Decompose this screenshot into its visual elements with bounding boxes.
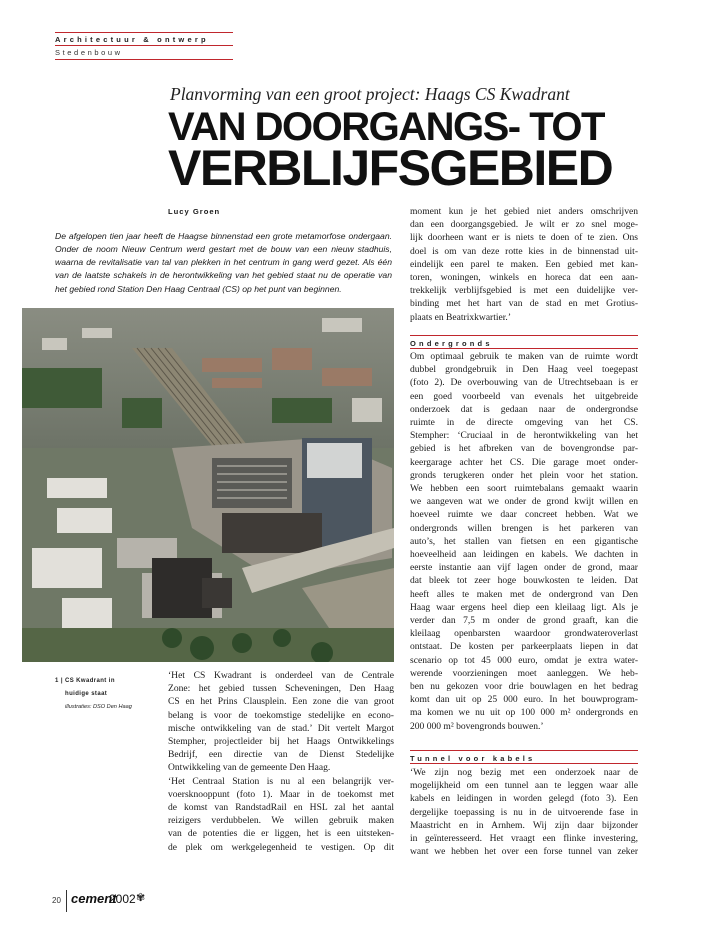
- header-top-rule: [55, 32, 233, 33]
- body-line: ontstaat. De kosten per parkeerplaats liepen in dat: [410, 641, 638, 653]
- body-line: kleilaag openbarsten waardoor grondwateroverlast: [410, 628, 638, 640]
- header-bottom-rule: [55, 59, 233, 60]
- subheading-tunnel-voor-kabels: Tunnel voor kabels: [410, 754, 536, 763]
- article-kicker: Planvorming van een groot project: Haags CS Kwadrant: [170, 84, 570, 104]
- body-line: want we hebben het over een forse tunnel van zeker: [410, 846, 638, 858]
- body-line: doel is om van deze rotte kies in de binnenstad uit-: [410, 245, 638, 257]
- body-line: ondergronds willen brengen is het parkeren van: [410, 522, 638, 534]
- caption-credit: illustraties: DSO Den Haag: [65, 704, 132, 710]
- body-line: Om optimaal gebruik te maken van de ruimte wordt: [410, 351, 638, 362]
- body-line: Stempher, projectleider bij het Haags Ontwikkelings: [168, 736, 394, 748]
- body-line: Ontwikkeling van de gemeente Den Haag.: [168, 762, 331, 774]
- caption-title-line-2: huidige staat: [65, 691, 108, 697]
- body-line: Stempher: ‘Cruciaal in de herontwikkeling van het: [410, 430, 638, 442]
- body-line: plaats en Beatrixkwartier.’: [410, 311, 511, 323]
- cog-icon: ✾: [136, 892, 146, 904]
- footer-divider: [66, 890, 67, 912]
- body-line: mogelijkheid om een tunnel aan te leggen waar alle: [410, 780, 638, 792]
- body-line: hoeveel ruimte we daar concreet hebben. Wat we: [410, 509, 638, 521]
- body-line: dubbel grondgebruik in Den Haag veel toegepast: [410, 364, 638, 376]
- article-author: Lucy Groen: [168, 207, 221, 216]
- right-column-intro: [410, 205, 638, 324]
- body-line: een goed voorbeeld van evenals het uitgebreide: [410, 390, 638, 402]
- body-line: onderzoek dat is gedaan naar de ondergrondse: [410, 403, 638, 415]
- body-line: Maastricht en in Arnhem. Wij zijn daar bijzonder: [410, 819, 638, 831]
- body-line: auto’s, het stallen van fietsen en een gigantische: [410, 535, 638, 547]
- aerial-photo: [22, 308, 394, 662]
- body-line: ben nu gekozen voor drie bouwlagen en het bedrag: [410, 681, 638, 693]
- body-line: Zone: het gebied tussen Scheveningen, Den Haag: [168, 683, 394, 695]
- body-line: werende voorzieningen moet aanleggen. We heb-: [410, 667, 638, 679]
- subheading-rule-bottom-1: [410, 348, 638, 349]
- caption-title: 1 | CS Kwadrant in: [55, 678, 115, 684]
- body-line: lijk doorheen want er is niets te doen of te zien. Ons: [410, 232, 638, 244]
- body-line: CS en het Prins Clausplein. Een zone die van groot: [168, 696, 394, 708]
- body-line: de plek om werkgelegenheid te vestigen. Op dit: [168, 841, 394, 853]
- body-line: ‘We zijn nog bezig met een onderzoek naar de: [410, 767, 638, 778]
- subheading-ondergronds: Ondergronds: [410, 339, 493, 348]
- body-line: ma komen we nu uit op 100 000 m² ondergronds en: [410, 707, 638, 719]
- article-title-line-2: VERBLIJFSGEBIED: [168, 140, 613, 196]
- body-line: Bedrijf, een directie van de Dienst Stedelijke: [168, 749, 394, 761]
- body-line: We hebben een soort ruimtebalans gemaakt waarin: [410, 483, 638, 495]
- magazine-year: 2002: [109, 892, 136, 906]
- article-lead: [55, 230, 392, 296]
- caption-title-line-1: CS Kwadrant in: [64, 678, 115, 684]
- body-line: moment kun je het gebied niet anders omschrijven: [410, 206, 638, 217]
- body-line: kabels en leidingen in worden gelegd (foto 3). Een: [410, 793, 638, 805]
- body-line: reizigers verdubbelen. We willen gebruik maken: [168, 815, 394, 827]
- body-line: trekkelijk verblijfsgebied is met een duidelijke ver-: [410, 285, 638, 297]
- body-line: ‘Het Centraal Station is nu al een belangrijk ver-: [168, 775, 394, 787]
- body-line: eindelijk een parel te maken. Een gebied met kan-: [410, 258, 638, 270]
- right-column-section-1: [410, 350, 638, 733]
- body-line: dergelijke toepassing is nu in de uitvoerende fase in: [410, 806, 638, 818]
- body-line: verder dan 7,5 m onder de grond graaft, kan die: [410, 615, 638, 627]
- body-line: voersknooppunt (foto 1). Maar in de toekomst met: [168, 788, 394, 800]
- body-line: gebied is het afbreken van de bovengrondse par-: [410, 443, 638, 455]
- body-line: hoeveelheid aan leidingen en kabels. We dachten in: [410, 549, 638, 561]
- body-line: dat bleek tot zeer hoge bouwkosten te leiden. Dat: [410, 575, 638, 587]
- body-line: heeft alles te maken met de ondergrond van Den: [410, 588, 638, 600]
- magazine-name: cement: [71, 891, 117, 906]
- lead-text: De afgelopen tien jaar heeft de Haagse binnenstad een grote metamorfose ondergaan. Onder de noom Nieuw Centrum werd gestart met de bouw van een nieuw stadhuis, waarna de revitalisatie van tal van plekken in het centrum in gang werd gezet. Als één van de laatste schakels in de herontwikkeling van het gebied staat nu de operatie van het gebied rond Station Den Haag Centraal (CS) op het punt van beginnen.: [55, 231, 392, 294]
- body-line: binding met het hart van de stad en met Grotius-: [410, 298, 638, 310]
- body-line: van de potenties die er liggen, het is een uitsteken-: [168, 828, 394, 840]
- body-line: komt dan uit op 25 000 euro. In het bouwprogram-: [410, 694, 638, 706]
- body-line: gronds terugkeren onder het plein voor het station.: [410, 469, 638, 481]
- subheading-rule-top-1: [410, 335, 638, 336]
- body-line: we aangeven wat we onder de grond kwijt willen en: [410, 496, 638, 508]
- body-line: (foto 2). De overbouwing van de Utrechtsebaan is er: [410, 377, 638, 389]
- body-line: Haag waar ergens heel diep een kleilaag ligt. Als je: [410, 601, 638, 613]
- subheading-rule-bottom-2: [410, 763, 638, 764]
- body-line: ruimte in de directe omgeving van het CS.: [410, 417, 638, 429]
- body-line: dan een doorgangsgebied. Je wilt er zo snel moge-: [410, 219, 638, 231]
- section-label: Architectuur & ontwerp: [55, 35, 209, 44]
- subsection-label: Stedenbouw: [55, 48, 123, 57]
- body-line: toren, woningen, winkels en horeca dat een aan-: [410, 272, 638, 284]
- caption-number: 1: [55, 678, 59, 684]
- body-line: de komst van RandstadRail en HSL zal het aantal: [168, 802, 394, 814]
- page-number: 20: [52, 896, 61, 905]
- header-mid-rule: [55, 45, 233, 46]
- photo-caption: [55, 675, 150, 714]
- middle-column: [168, 669, 394, 854]
- article-title-line-1: VAN DOORGANGS- TOT: [168, 105, 604, 149]
- subheading-rule-top-2: [410, 750, 638, 751]
- body-line: in geïnteresseerd. Het vraagt een flinke investering,: [410, 833, 638, 845]
- body-line: scenario op tot 45 000 euro, omdat je extra water-: [410, 654, 638, 666]
- body-line: mische ontwikkeling van de stad.’ Dit vertelt Margot: [168, 722, 394, 734]
- body-line: 200 000 m² bovengronds bouwen.’: [410, 720, 544, 732]
- body-line: ‘Het CS Kwadrant is onderdeel van de Centrale: [168, 670, 394, 681]
- body-line: eerste instantie aan vijf lagen onder de grond, maar: [410, 562, 638, 574]
- body-line: keergarage achter het CS. Die garage moet onder-: [410, 456, 638, 468]
- right-column-section-2: [410, 766, 638, 858]
- body-line: belang is voor de toekomstige stedelijke en econo-: [168, 709, 394, 721]
